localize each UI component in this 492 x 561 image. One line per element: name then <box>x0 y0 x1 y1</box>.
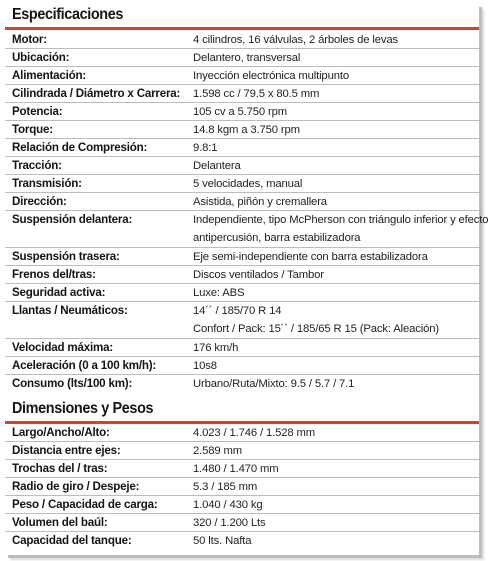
table-row <box>5 49 479 67</box>
spec-label: Transmisión: <box>12 177 82 190</box>
spec-value-line: 4 cilindros, 16 válvulas, 2 árboles de levas <box>193 34 399 46</box>
spec-value <box>187 514 479 531</box>
spec-value <box>187 424 479 441</box>
table-row <box>5 496 479 514</box>
spec-label: Suspensión delantera: <box>12 213 133 226</box>
table-row <box>5 211 489 248</box>
spec-value <box>187 442 479 459</box>
spec-label: Tracción: <box>12 159 62 172</box>
spec-label: Velocidad máxima: <box>12 341 113 354</box>
spec-label: Ubicación: <box>12 51 70 64</box>
spec-value-line: 10s8 <box>193 360 217 372</box>
table-row <box>5 424 479 442</box>
spec-label: Aceleración (0 a 100 km/h): <box>12 359 157 372</box>
table-row <box>5 478 479 496</box>
spec-value <box>187 532 479 550</box>
spec-value-line: 1.040 / 430 kg <box>193 499 263 511</box>
spec-value <box>187 67 479 84</box>
spec-label: Trochas del / tras: <box>12 462 108 475</box>
spec-value <box>187 284 479 301</box>
spec-value <box>187 49 479 66</box>
spec-label: Cilindrada / Diámetro x Carrera: <box>12 87 181 100</box>
spec-value-line: 320 / 1.200 Lts <box>193 517 266 529</box>
spec-value <box>187 302 479 338</box>
spec-label: Alimentación: <box>12 69 87 82</box>
spec-value-line: Urbano/Ruta/Mixto: 9.5 / 5.7 / 7.1 <box>193 378 355 390</box>
table-row <box>5 139 479 157</box>
spec-label: Seguridad activa: <box>12 286 106 299</box>
spec-value-line: Inyección electrónica multipunto <box>193 70 349 82</box>
specifications-section <box>5 4 489 393</box>
spec-value <box>187 139 479 156</box>
table-row <box>5 85 479 103</box>
spec-label: Suspensión trasera: <box>12 250 120 263</box>
spec-label: Torque: <box>12 123 53 136</box>
spec-value <box>187 339 479 356</box>
table-row <box>5 357 479 375</box>
spec-value-line: Asistida, piñón y cremallera <box>193 196 327 208</box>
table-row <box>5 375 479 393</box>
spec-label: Potencia: <box>12 105 63 118</box>
section-title: Dimensiones y Pesos <box>12 400 154 417</box>
spec-value <box>187 357 479 374</box>
table-row <box>5 266 479 284</box>
spec-value-line: Discos ventilados / Tambor <box>193 269 324 281</box>
spec-label: Motor: <box>12 33 47 46</box>
dimensions-section <box>5 398 479 550</box>
spec-value-line: 9.8:1 <box>193 142 218 154</box>
spec-value-line: Delantera <box>193 160 241 172</box>
spec-value <box>187 121 479 138</box>
spec-value-line: 105 cv a 5.750 rpm <box>193 106 288 118</box>
spec-value-line: 14´´ / 185/70 R 14 <box>193 305 282 317</box>
spec-value-line: 50 lts. Nafta <box>193 535 252 547</box>
table-row <box>5 460 479 478</box>
table-row <box>5 339 479 357</box>
spec-label: Peso / Capacidad de carga: <box>12 498 158 511</box>
spec-label: Consumo (lts/100 km): <box>12 377 133 390</box>
spec-value <box>187 85 479 102</box>
spec-value-line: 5.3 / 185 mm <box>193 481 258 493</box>
spec-value-line: 2.589 mm <box>193 445 243 457</box>
spec-value <box>187 193 479 210</box>
spec-label: Largo/Ancho/Alto: <box>12 426 110 439</box>
spec-value <box>187 157 479 174</box>
spec-value-line: Eje semi-independiente con barra estabilizadora <box>193 251 428 263</box>
spec-value-line: 1.598 cc / 79.5 x 80.5 mm <box>193 88 320 100</box>
table-row <box>5 284 479 302</box>
spec-value <box>187 211 488 247</box>
spec-value <box>187 103 479 120</box>
spec-value <box>187 248 479 265</box>
spec-value-line: Independiente, tipo McPherson con triángulo inferior y efecto <box>193 214 489 226</box>
spec-value-line: Luxe: ABS <box>193 287 245 299</box>
spec-value <box>187 31 479 48</box>
spec-value <box>187 375 479 393</box>
spec-label: Distancia entre ejes: <box>12 444 121 457</box>
dimensions-table <box>5 424 479 550</box>
spec-value <box>187 175 479 192</box>
spec-value <box>187 460 479 477</box>
spec-label: Frenos del/tras: <box>12 268 96 281</box>
spec-sheet <box>5 4 489 555</box>
specifications-table <box>5 30 489 393</box>
table-row <box>5 514 479 532</box>
spec-label: Capacidad del tanque: <box>12 534 132 547</box>
spec-label: Radio de giro / Despeje: <box>12 480 140 493</box>
table-row <box>5 193 479 211</box>
spec-value <box>187 496 479 513</box>
spec-label: Llantas / Neumáticos: <box>12 304 128 317</box>
spec-value-line: 5 velocidades, manual <box>193 178 303 190</box>
spec-value-line: Delantero, transversal <box>193 52 301 64</box>
table-row <box>5 121 479 139</box>
spec-value-line: Confort / Pack: 15´´ / 185/65 R 15 (Pack: Aleación) <box>193 323 440 335</box>
spec-value-line: 14.8 kgm a 3.750 rpm <box>193 124 300 136</box>
section-header <box>5 4 479 30</box>
spec-label: Dirección: <box>12 195 67 208</box>
section-header <box>5 398 479 424</box>
spec-value-line: 4.023 / 1.746 / 1.528 mm <box>193 427 316 439</box>
table-row <box>5 442 479 460</box>
section-title: Especificaciones <box>12 6 124 23</box>
spec-value-line: 176 km/h <box>193 342 239 354</box>
spec-label: Volumen del baúl: <box>12 516 108 529</box>
table-row <box>5 157 479 175</box>
table-row <box>5 31 479 49</box>
table-row <box>5 67 479 85</box>
table-row <box>5 532 479 550</box>
spec-value <box>187 478 479 495</box>
spec-label: Relación de Compresión: <box>12 141 148 154</box>
table-row <box>5 302 479 339</box>
table-row <box>5 248 479 266</box>
table-row <box>5 103 479 121</box>
table-row <box>5 175 479 193</box>
spec-value <box>187 266 479 283</box>
spec-value-line: 1.480 / 1.470 mm <box>193 463 279 475</box>
spec-value-line: antipercusión, barra estabilizadora <box>193 232 361 244</box>
